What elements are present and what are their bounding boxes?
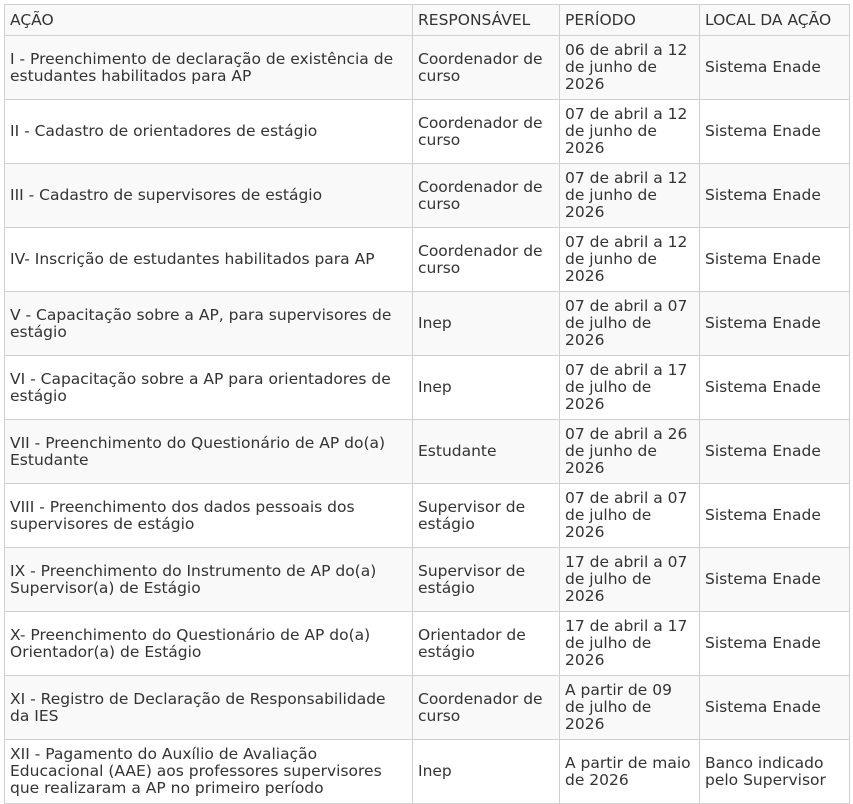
cell-local: Sistema Enade: [700, 484, 850, 548]
header-acao: AÇÃO: [5, 5, 413, 36]
table-row: [5, 676, 850, 740]
table-row: [5, 100, 850, 164]
cell-responsavel: Coordenador de curso: [413, 676, 560, 740]
cell-responsavel: Orientador de estágio: [413, 612, 560, 676]
cell-acao: XII - Pagamento do Auxílio de Avaliação Educacional (AAE) aos professores supervisores que realizaram a AP no primeiro período: [5, 740, 413, 804]
table-row: [5, 228, 850, 292]
header-row: [5, 5, 850, 36]
cell-local: Sistema Enade: [700, 612, 850, 676]
table-row: [5, 36, 850, 100]
table-row: [5, 612, 850, 676]
cell-acao: VI - Capacitação sobre a AP para orientadores de estágio: [5, 356, 413, 420]
cell-responsavel: Supervisor de estágio: [413, 548, 560, 612]
cell-local: Sistema Enade: [700, 100, 850, 164]
cell-responsavel: Supervisor de estágio: [413, 484, 560, 548]
cell-periodo: 07 de abril a 07 de julho de 2026: [560, 484, 700, 548]
table-row: [5, 740, 850, 804]
cell-acao: IV- Inscrição de estudantes habilitados para AP: [5, 228, 413, 292]
cell-local: Sistema Enade: [700, 292, 850, 356]
cell-local: Sistema Enade: [700, 676, 850, 740]
cell-local: Sistema Enade: [700, 420, 850, 484]
cell-periodo: 07 de abril a 07 de julho de 2026: [560, 292, 700, 356]
cell-local: Sistema Enade: [700, 356, 850, 420]
table-row: [5, 164, 850, 228]
cell-responsavel: Coordenador de curso: [413, 164, 560, 228]
cell-periodo: A partir de maio de 2026: [560, 740, 700, 804]
cell-periodo: 07 de abril a 17 de julho de 2026: [560, 356, 700, 420]
cell-periodo: 17 de abril a 07 de julho de 2026: [560, 548, 700, 612]
cell-responsavel: Estudante: [413, 420, 560, 484]
cell-acao: II - Cadastro de orientadores de estágio: [5, 100, 413, 164]
table-row: [5, 484, 850, 548]
cell-acao: III - Cadastro de supervisores de estágio: [5, 164, 413, 228]
cell-responsavel: Coordenador de curso: [413, 100, 560, 164]
table-row: [5, 292, 850, 356]
cell-acao: XI - Registro de Declaração de Responsabilidade da IES: [5, 676, 413, 740]
cell-responsavel: Inep: [413, 740, 560, 804]
cell-local: Sistema Enade: [700, 36, 850, 100]
header-responsavel: RESPONSÁVEL: [413, 5, 560, 36]
cell-acao: X- Preenchimento do Questionário de AP do(a) Orientador(a) de Estágio: [5, 612, 413, 676]
cell-local: Sistema Enade: [700, 164, 850, 228]
table-row: [5, 420, 850, 484]
cell-responsavel: Coordenador de curso: [413, 228, 560, 292]
schedule-table: [4, 4, 850, 804]
cell-responsavel: Coordenador de curso: [413, 36, 560, 100]
table-row: [5, 356, 850, 420]
header-periodo: PERÍODO: [560, 5, 700, 36]
cell-acao: VIII - Preenchimento dos dados pessoais dos supervisores de estágio: [5, 484, 413, 548]
cell-local: Sistema Enade: [700, 228, 850, 292]
cell-periodo: 07 de abril a 12 de junho de 2026: [560, 164, 700, 228]
cell-periodo: 06 de abril a 12 de junho de 2026: [560, 36, 700, 100]
header-local: LOCAL DA AÇÃO: [700, 5, 850, 36]
cell-periodo: 07 de abril a 12 de junho de 2026: [560, 228, 700, 292]
cell-acao: I - Preenchimento de declaração de existência de estudantes habilitados para AP: [5, 36, 413, 100]
cell-periodo: A partir de 09 de julho de 2026: [560, 676, 700, 740]
cell-local: Sistema Enade: [700, 548, 850, 612]
cell-responsavel: Inep: [413, 356, 560, 420]
cell-acao: V - Capacitação sobre a AP, para supervisores de estágio: [5, 292, 413, 356]
cell-acao: IX - Preenchimento do Instrumento de AP do(a) Supervisor(a) de Estágio: [5, 548, 413, 612]
cell-local: Banco indicado pelo Supervisor: [700, 740, 850, 804]
cell-responsavel: Inep: [413, 292, 560, 356]
cell-periodo: 17 de abril a 17 de julho de 2026: [560, 612, 700, 676]
table-row: [5, 548, 850, 612]
cell-acao: VII - Preenchimento do Questionário de AP do(a) Estudante: [5, 420, 413, 484]
cell-periodo: 07 de abril a 26 de junho de 2026: [560, 420, 700, 484]
cell-periodo: 07 de abril a 12 de junho de 2026: [560, 100, 700, 164]
